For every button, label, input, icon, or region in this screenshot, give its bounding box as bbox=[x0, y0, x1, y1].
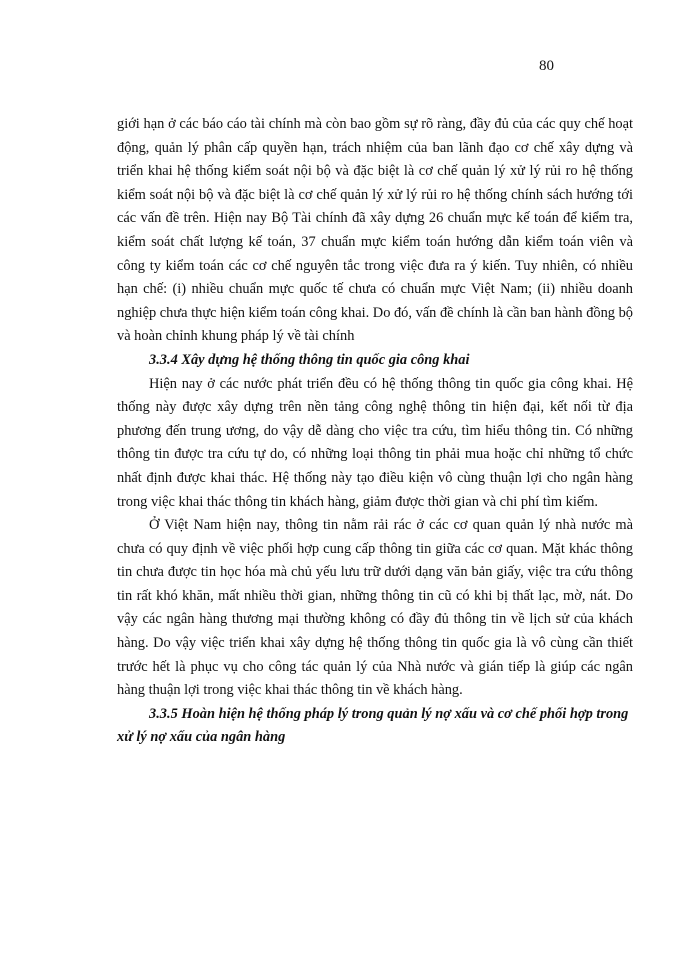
heading-3-3-5: 3.3.5 Hoàn hiện hệ thống pháp lý trong quản lý nợ xấu và cơ chế phối hợp trong xử lý nợ xấu của ngân hàng bbox=[117, 705, 629, 746]
paragraph-national-info-system: Hiện nay ở các nước phát triển đều có hệ thống thông tin quốc gia công khai. Hệ thống này được xây dựng trên nền tảng công nghệ thông tin hiện đại, kết nối từ địa phương đến trung ương, do vậy dễ dàng cho việc tra cứu, tìm hiểu thông tin. Có những thông tin được tra cứu tự do, có những loại thông tin phải mua hoặc chỉ những tổ chức nhất định được khai thác. Hệ thống này tạo điều kiện vô cùng thuận lợi cho ngân hàng trong việc khai thác thông tin khách hàng, giảm được thời gian và chi phí tìm kiếm. bbox=[117, 375, 633, 510]
paragraph-vietnam-info: Ở Việt Nam hiện nay, thông tin nằm rải rác ở các cơ quan quản lý nhà nước mà chưa có quy định về việc phối hợp cung cấp thông tin giữa các cơ quan. Mặt khác thông tin chưa được tin học hóa mà chủ yếu lưu trữ dưới dạng văn bản giấy, việc tra cứu thông tin rất khó khăn, mất nhiều thời gian, những thông tin cũ có khi bị thất lạc, mờ, nát. Do vậy các ngân hàng thương mại thường không có đầy đủ thông tin về lịch sử của khách hàng. Do vậy việc triển khai xây dựng hệ thống thông tin quốc gia là vô cùng cần thiết trước hết là phục vụ cho công tác quản lý của Nhà nước và gián tiếp là giúp các ngân hàng thuận lợi trong việc khai thác thông tin về khách hàng. bbox=[117, 517, 633, 699]
body-text bbox=[117, 113, 633, 750]
heading-3-3-4: 3.3.4 Xây dựng hệ thống thông tin quốc gia công khai bbox=[149, 351, 470, 368]
page-number: 80 bbox=[539, 58, 554, 74]
paragraph-internal-control: giới hạn ở các báo cáo tài chính mà còn bao gồm sự rõ ràng, đầy đủ của các quy chế hoạt động, quản lý phân cấp quyền hạn, trách nhiệm của ban lãnh đạo cơ chế xây dựng và triển khai hệ thống kiểm soát nội bộ và đặc biệt là cơ chế quản lý xử lý rủi ro hệ thống kiểm soát nội bộ và đặc biệt là cơ chế quản lý xử lý rủi ro hệ thống chính sách hướng tới các vấn đề trên. Hiện nay Bộ Tài chính đã xây dựng 26 chuẩn mực kế toán để kiểm tra, kiểm soát chất lượng kế toán, 37 chuẩn mực kiểm toán hướng dẫn kiểm toán viên và công ty kiểm toán các cơ chế nguyên tắc trong việc đưa ra ý kiến. Tuy nhiên, có nhiều hạn chế: (i) nhiều chuẩn mực quốc tế chưa có chuẩn mực Việt Nam; (ii) nhiều doanh nghiệp chưa thực hiện kiểm toán công khai. Do đó, vấn đề chính là cần ban hành đồng bộ và hoàn chỉnh khung pháp lý về tài chính bbox=[117, 116, 633, 345]
